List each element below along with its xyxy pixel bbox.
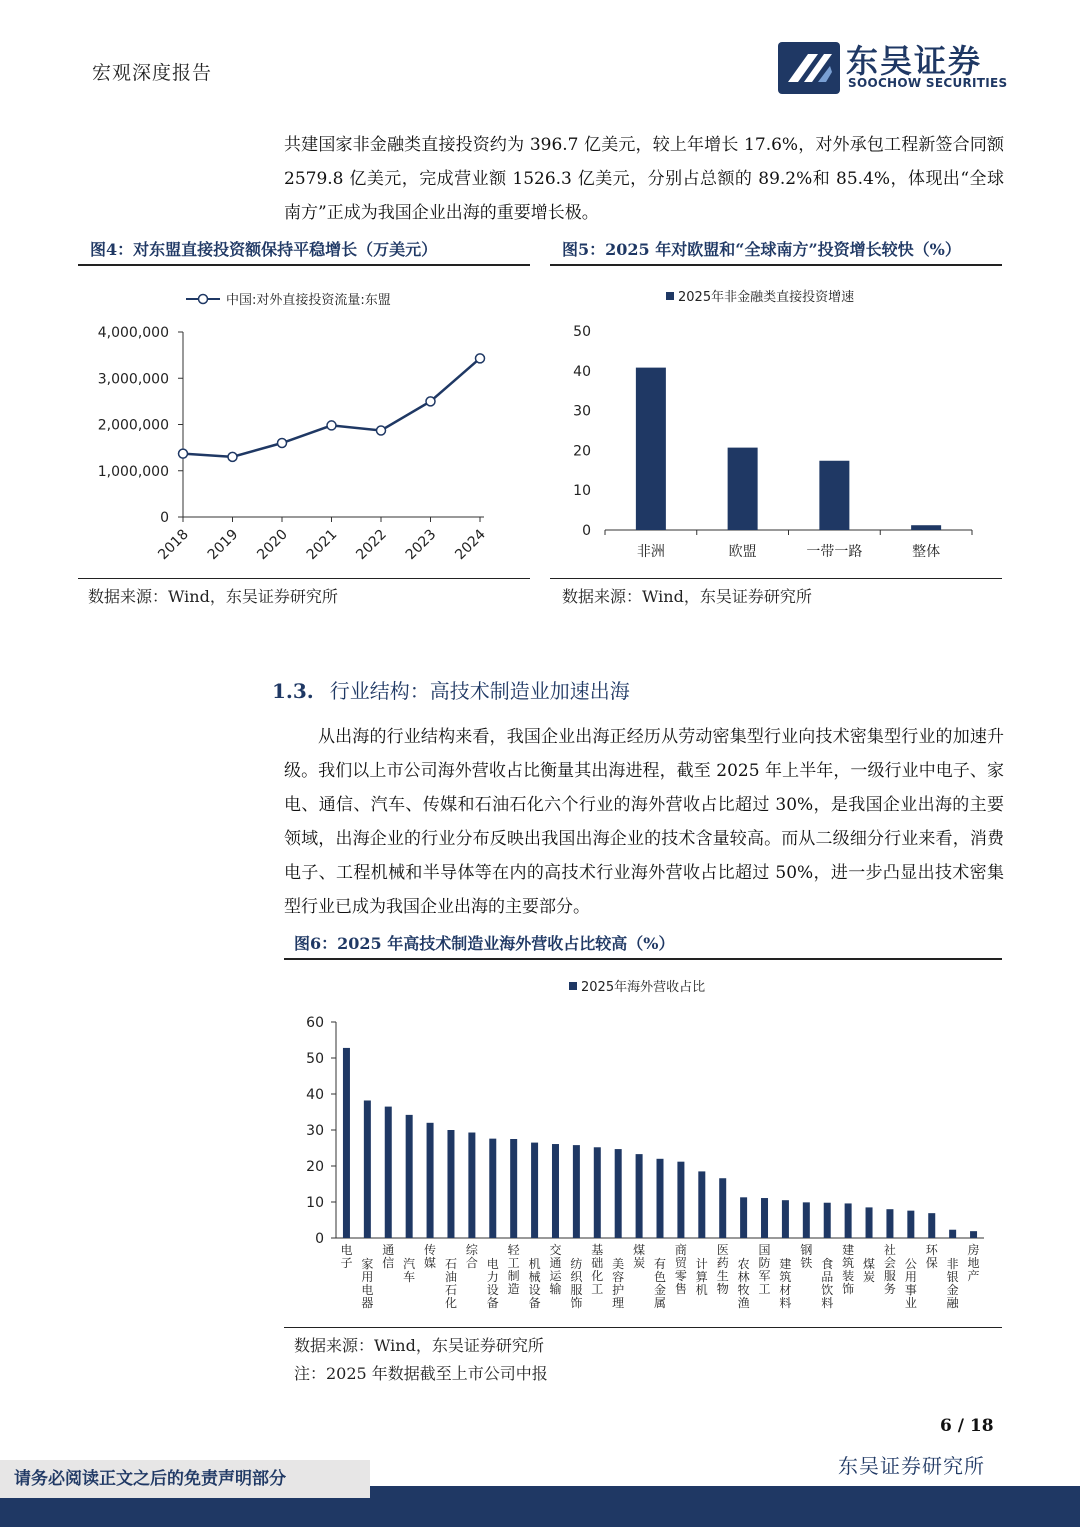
fig6-x-tick-label: 计算机 — [695, 1257, 708, 1297]
fig5-bottom-rule — [550, 578, 1002, 579]
intro-text: 共建国家非金融类直接投资约为 396.7 亿美元，较上年增长 17.6%，对外承包工程新签合同额 2579.8 亿美元，完成营业额 1526.3 亿美元，分别占总额的 89.2%和 85.4%，体现出“全球南方”正成为我国企业出海的重要增长极。 — [284, 135, 1004, 223]
fig5-y-tick-label: 50 — [573, 324, 591, 340]
fig6-bar — [364, 1100, 371, 1238]
logo-en: SOOCHOW SECURITIES — [848, 76, 1008, 90]
fig6-bar — [740, 1197, 747, 1238]
fig6-y-tick-label: 20 — [306, 1159, 324, 1175]
fig5-y-tick-label: 40 — [573, 363, 591, 380]
fig6-x-tick-label: 建筑材料 — [779, 1257, 792, 1310]
fig6-x-tick-label: 非银金融 — [946, 1257, 959, 1310]
fig6-bar — [907, 1211, 914, 1238]
fig6-bar — [406, 1115, 413, 1238]
fig5-x-tick-label: 整体 — [912, 544, 941, 560]
fig6-bar — [657, 1159, 664, 1238]
page-number: 6 / 18 — [940, 1416, 994, 1436]
fig6-x-tick-label: 国防军工 — [758, 1243, 771, 1296]
fig6-bar — [803, 1202, 810, 1238]
fig6-bar — [698, 1171, 705, 1238]
fig6-x-tick-label: 综合 — [465, 1243, 478, 1270]
fig6-x-tick-label: 电力设备 — [486, 1257, 499, 1310]
fig6-bar — [761, 1198, 768, 1238]
fig4-source: 数据来源：Wind，东吴证券研究所 — [88, 587, 338, 606]
fig4-x-tick-label: 2020 — [254, 526, 291, 564]
fig4-x-tick-label: 2024 — [452, 526, 489, 564]
fig6-y-tick-label: 50 — [306, 1051, 324, 1067]
fig5-bar — [819, 461, 849, 530]
fig6-x-tick-label: 机械设备 — [528, 1257, 541, 1310]
fig6-x-tick-label: 交通运输 — [549, 1243, 562, 1296]
fig5-y-tick-label: 30 — [573, 403, 591, 420]
fig6-bar — [531, 1143, 538, 1238]
fig4-series-line — [183, 358, 480, 457]
fig4-data-point — [476, 354, 485, 363]
fig5-y-tick-label: 0 — [582, 523, 591, 539]
fig6-bar — [824, 1203, 831, 1238]
fig6-bar — [573, 1145, 580, 1238]
fig6-x-tick-label: 电子 — [340, 1243, 353, 1270]
fig6-top-rule — [284, 958, 1002, 960]
fig5-legend-swatch — [666, 292, 674, 300]
fig6-x-tick-label: 房地产 — [967, 1243, 980, 1283]
fig6-x-tick-label: 建筑装饰 — [842, 1243, 855, 1296]
intro-paragraph — [284, 128, 1004, 230]
fig6-bar — [427, 1123, 434, 1238]
fig6-bar — [949, 1230, 956, 1238]
fig6-y-tick-label: 30 — [306, 1123, 324, 1139]
fig6-bar — [886, 1209, 893, 1238]
section-heading — [272, 675, 630, 704]
fig6-bar — [928, 1213, 935, 1238]
fig4-y-tick-label: 3,000,000 — [97, 371, 169, 388]
fig4-x-tick-label: 2018 — [155, 526, 192, 564]
fig5-y-tick-label: 10 — [573, 483, 591, 500]
fig6-x-tick-label: 煤炭 — [863, 1257, 876, 1284]
fig6-x-tick-label: 汽车 — [403, 1257, 416, 1284]
section-title: 行业结构：高技术制造业加速出海 — [329, 679, 630, 703]
fig4-legend-marker — [199, 295, 208, 304]
fig4-x-tick-label: 2022 — [353, 526, 390, 564]
fig6-x-tick-label: 轻工制造 — [507, 1243, 520, 1296]
fig6-bar — [845, 1203, 852, 1238]
fig6-title: 图6：2025 年高技术制造业海外营收占比较高（%） — [294, 934, 675, 953]
fig6-x-tick-label: 家用电器 — [361, 1257, 374, 1310]
fig5-source: 数据来源：Wind，东吴证券研究所 — [562, 587, 812, 606]
fig6-x-tick-label: 环保 — [925, 1243, 938, 1270]
fig6-bar — [447, 1130, 454, 1238]
fig4-top-rule — [78, 264, 530, 266]
fig4-x-tick-label: 2023 — [402, 526, 440, 564]
fig4-title: 图4：对东盟直接投资额保持平稳增长（万美元） — [90, 240, 438, 259]
fig6-chart — [284, 964, 1002, 1324]
fig4-legend-label: 中国:对外直接投资流量:东盟 — [226, 293, 391, 308]
fig6-x-tick-label: 传媒 — [424, 1243, 437, 1270]
brand-logo — [778, 40, 1008, 96]
logo-cn: 东吴证券 — [846, 42, 983, 80]
footer-institute: 东吴证券研究所 — [838, 1454, 985, 1478]
fig6-note: 注：2025 年数据截至上市公司中报 — [294, 1364, 548, 1383]
fig4-x-tick-label: 2019 — [204, 526, 242, 564]
body-paragraph — [284, 720, 1004, 924]
fig6-bar — [468, 1133, 475, 1238]
fig6-x-tick-label: 农林牧渔 — [737, 1257, 750, 1310]
fig5-bar — [728, 448, 758, 530]
fig6-y-tick-label: 0 — [315, 1231, 324, 1247]
fig4-data-point — [377, 426, 386, 435]
fig6-bar — [970, 1231, 977, 1238]
fig6-bar — [594, 1147, 601, 1238]
fig6-x-tick-label: 食品饮料 — [821, 1257, 834, 1310]
fig6-bar — [615, 1149, 622, 1238]
fig6-x-tick-label: 石油石化 — [444, 1257, 457, 1310]
fig6-legend-label: 2025年海外营收占比 — [581, 980, 706, 995]
fig6-y-tick-label: 40 — [306, 1087, 324, 1103]
fig5-chart — [550, 270, 1002, 576]
fig6-bar — [636, 1154, 643, 1238]
fig6-source: 数据来源：Wind，东吴证券研究所 — [294, 1336, 544, 1355]
fig5-x-tick-label: 非洲 — [636, 544, 665, 560]
fig6-x-tick-label: 煤炭 — [633, 1243, 646, 1270]
fig6-y-tick-label: 10 — [306, 1195, 324, 1211]
fig6-bar — [552, 1144, 559, 1238]
fig6-x-tick-label: 纺织服饰 — [570, 1257, 583, 1310]
fig6-x-tick-label: 医药生物 — [716, 1243, 729, 1296]
fig6-bar — [343, 1048, 350, 1238]
fig4-data-point — [278, 439, 287, 448]
fig5-x-tick-label: 欧盟 — [728, 544, 757, 560]
fig5-title: 图5：2025 年对欧盟和“全球南方”投资增长较快（%） — [562, 240, 961, 259]
fig6-x-tick-label: 基础化工 — [591, 1243, 604, 1296]
fig6-bar — [719, 1178, 726, 1238]
fig4-y-tick-label: 4,000,000 — [97, 325, 169, 341]
fig6-bottom-rule — [284, 1327, 1002, 1328]
fig4-y-tick-label: 0 — [160, 510, 169, 526]
body-text: 从出海的行业结构来看，我国企业出海正经历从劳动密集型行业向技术密集型行业的加速升级。我们以上市公司海外营收占比衡量其出海进程，截至 2025 年上半年，一级行业中电子、家电、通信、汽车、传媒和石油石化六个行业的海外营收占比超过 30%，是我国企业出海的主要领域，出海企业的行业分布反映出我国出海企业的技术含量较高。而从二级细分行业来看，消费电子、工程机械和半导体等在内的高技术行业海外营收占比超过 50%，进一步凸显出技术密集型行业已成为我国企业出海的主要部分。 — [284, 727, 1004, 917]
fig4-data-point — [179, 449, 188, 458]
fig5-bar — [636, 368, 666, 530]
fig5-y-tick-label: 20 — [573, 443, 591, 460]
fig6-bar — [782, 1200, 789, 1238]
fig6-bar — [510, 1139, 517, 1238]
fig5-legend-label: 2025年非金融类直接投资增速 — [678, 290, 855, 305]
report-type: 宏观深度报告 — [92, 62, 213, 84]
fig6-x-tick-label: 公用事业 — [904, 1257, 917, 1310]
fig6-bar — [489, 1139, 496, 1238]
fig4-x-tick-label: 2021 — [303, 526, 341, 564]
fig4-data-point — [426, 397, 435, 406]
fig6-x-tick-label: 社会服务 — [883, 1243, 896, 1296]
fig6-x-tick-label: 有色金属 — [653, 1257, 667, 1310]
fig5-top-rule — [550, 264, 1002, 266]
fig6-legend-swatch — [569, 982, 577, 990]
fig4-bottom-rule — [78, 578, 530, 579]
fig6-bar — [677, 1162, 684, 1238]
fig6-x-tick-label: 美容护理 — [612, 1257, 625, 1310]
fig6-y-tick-label: 60 — [306, 1015, 324, 1031]
disclaimer-banner: 请务必阅读正文之后的免责声明部分 — [0, 1460, 370, 1498]
fig4-data-point — [327, 421, 336, 430]
fig5-bar — [911, 525, 941, 530]
fig4-data-point — [228, 452, 237, 461]
fig6-bar — [385, 1107, 392, 1238]
fig4-y-tick-label: 1,000,000 — [97, 463, 169, 480]
fig6-x-tick-label: 钢铁 — [800, 1243, 813, 1270]
logo-mark-icon — [778, 42, 840, 94]
fig4-chart — [78, 270, 530, 576]
section-number: 1.3. — [272, 679, 314, 703]
fig4-y-tick-label: 2,000,000 — [97, 417, 169, 434]
fig6-x-tick-label: 商贸零售 — [674, 1243, 687, 1296]
fig6-x-tick-label: 通信 — [382, 1243, 395, 1270]
fig6-bar — [866, 1207, 873, 1238]
fig5-x-tick-label: 一带一路 — [806, 544, 863, 560]
